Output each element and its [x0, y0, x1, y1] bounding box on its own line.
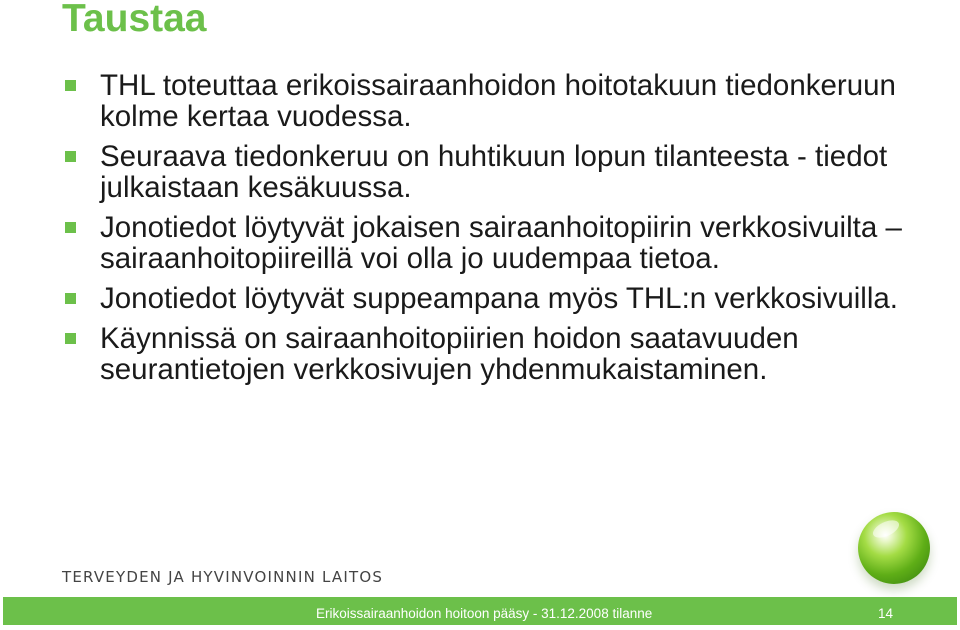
square-bullet-icon — [65, 151, 76, 162]
bullet-text: Jonotiedot löytyvät suppeampana myös THL:n verkkosivuilla. — [100, 282, 898, 315]
bullet-item — [62, 141, 942, 203]
bullet-text: Käynnissä on sairaanhoitopiirien hoidon saatavuuden seurantietojen verkkosivujen yhdenmukaistaminen. — [100, 322, 799, 386]
square-bullet-icon — [65, 222, 76, 233]
footer-text: Erikoissairaanhoidon hoitoon pääsy - 31.12.2008 tilanne — [316, 606, 653, 621]
green-globe-icon — [858, 512, 930, 584]
bullet-list — [62, 70, 942, 394]
bullet-text: Seuraava tiedonkeruu on huhtikuun lopun tilanteesta - tiedot julkaistaan kesäkuussa. — [100, 140, 888, 204]
bullet-item — [62, 212, 942, 274]
square-bullet-icon — [65, 293, 76, 304]
slide-title: Taustaa — [62, 0, 207, 40]
organization-name: TERVEYDEN JA HYVINVOINNIN LAITOS — [62, 568, 384, 586]
bullet-text: THL toteuttaa erikoissairaanhoidon hoitotakuun tiedonkeruun kolme kertaa vuodessa. — [100, 69, 896, 133]
bullet-text: Jonotiedot löytyvät jokaisen sairaanhoitopiirin verkkosivuilta – sairaanhoitopiireillä voi olla jo uudempaa tietoa. — [100, 211, 902, 275]
bullet-item — [62, 283, 942, 314]
page-number: 14 — [878, 606, 894, 621]
square-bullet-icon — [65, 80, 76, 91]
square-bullet-icon — [65, 333, 76, 344]
bullet-item — [62, 323, 942, 385]
bullet-item — [62, 70, 942, 132]
